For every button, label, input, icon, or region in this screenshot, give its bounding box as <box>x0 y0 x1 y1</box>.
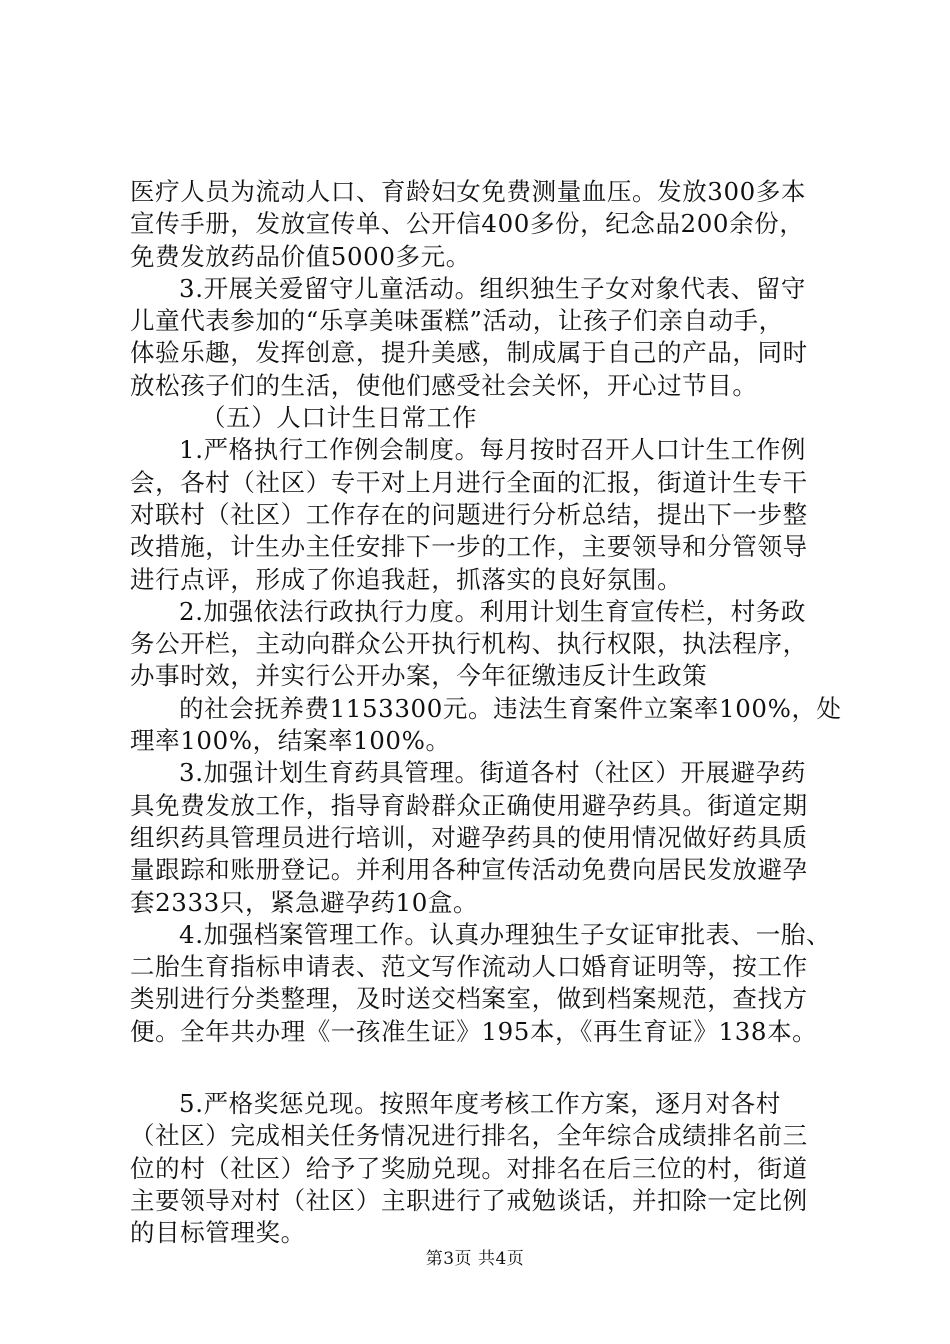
document-body <box>130 176 842 1250</box>
paragraph-5-first-line: 5.严格奖惩兑现。按照年度考核工作方案，逐月对各村 <box>179 1089 781 1119</box>
text-line: 便。全年共办理《一孩准生证》195本，《再生育证》138本。 <box>130 1016 818 1046</box>
page-number-footer: 第3页 共4页 <box>425 1249 525 1269</box>
paragraph-2-first-line: 2.加强依法行政执行力度。利用计划生育宣传栏，村务政 <box>179 596 806 626</box>
text-line: 医疗人员为流动人口、育龄妇女免费测量血压。发放300多本 <box>130 177 807 206</box>
text-line: 位的村（社区）给予了奖励兑现。对排名在后三位的村，街道 <box>130 1153 808 1183</box>
text-line: 二胎生育指标申请表、范文写作流动人口婚育证明等，按工作 <box>130 952 808 982</box>
text-line: 类别进行分类整理，及时送交档案室，做到档案规范，查找方 <box>130 984 808 1014</box>
paragraph-spacer <box>130 1048 830 1088</box>
text-line: 对联村（社区）工作存在的问题进行分析总结，提出下一步整 <box>130 499 808 529</box>
paragraph-4-first-line: 4.加强档案管理工作。认真办理独生子女证审批表、一胎、 <box>179 919 832 949</box>
text-line: 放松孩子们的生活，使他们感受社会关怀，开心过节目。 <box>130 370 758 400</box>
paragraph-3-first-line: 3.加强计划生育药具管理。街道各村（社区）开展避孕药 <box>179 758 806 788</box>
text-line: 改措施，计生办主任安排下一步的工作，主要领导和分管领导 <box>130 532 808 562</box>
text-line: 进行点评，形成了你追我赶，抓落实的良好氛围。 <box>130 564 683 594</box>
paragraph-2-continued-line: 的社会抚养费1153300元。违法生育案件立案率100%，处 <box>179 693 842 723</box>
text-line: 儿童代表参加的“乐享美味蛋糕”活动，让孩子们亲自动手， <box>130 306 784 336</box>
paragraph-item-3-first-line: 3.开展关爱留守儿童活动。组织独生子女对象代表、留守 <box>179 273 806 303</box>
text-line: 宣传手册，发放宣传单、公开信400多份，纪念品200余份， <box>130 209 805 239</box>
text-line: 免费发放药品价值5000多元。 <box>130 241 471 271</box>
text-line: 具免费发放工作，指导育龄群众正确使用避孕药具。街道定期 <box>130 790 808 820</box>
text-line: （社区）完成相关任务情况进行排名，全年综合成绩排名前三 <box>130 1121 808 1151</box>
text-line: 组织药具管理员进行培训，对避孕药具的使用情况做好药具质 <box>130 822 808 852</box>
text-line: 套2333只，紧急避孕药10盒。 <box>130 887 479 917</box>
paragraph-1-first-line: 1.严格执行工作例会制度。每月按时召开人口计生工作例 <box>179 435 806 465</box>
text-line: 主要领导对村（社区）主职进行了戒勉谈话，并扣除一定比例 <box>130 1185 808 1215</box>
text-line: 理率100%，结案率100%。 <box>130 726 451 756</box>
section-heading: （五）人口计生日常工作 <box>201 403 478 433</box>
text-line: 办事时效，并实行公开办案，今年征缴违反计生政策 <box>130 661 708 691</box>
text-line: 务公开栏，主动向群众公开执行机构、执行权限，执法程序， <box>130 629 808 659</box>
text-line: 会，各村（社区）专干对上月进行全面的汇报，街道计生专干 <box>130 467 808 497</box>
text-line: 量跟踪和账册登记。并利用各种宣传活动免费向居民发放避孕 <box>130 855 808 885</box>
text-line: 的目标管理奖。 <box>130 1218 306 1248</box>
text-line: 体验乐趣，发挥创意，提升美感，制成属于自己的产品，同时 <box>130 338 808 368</box>
